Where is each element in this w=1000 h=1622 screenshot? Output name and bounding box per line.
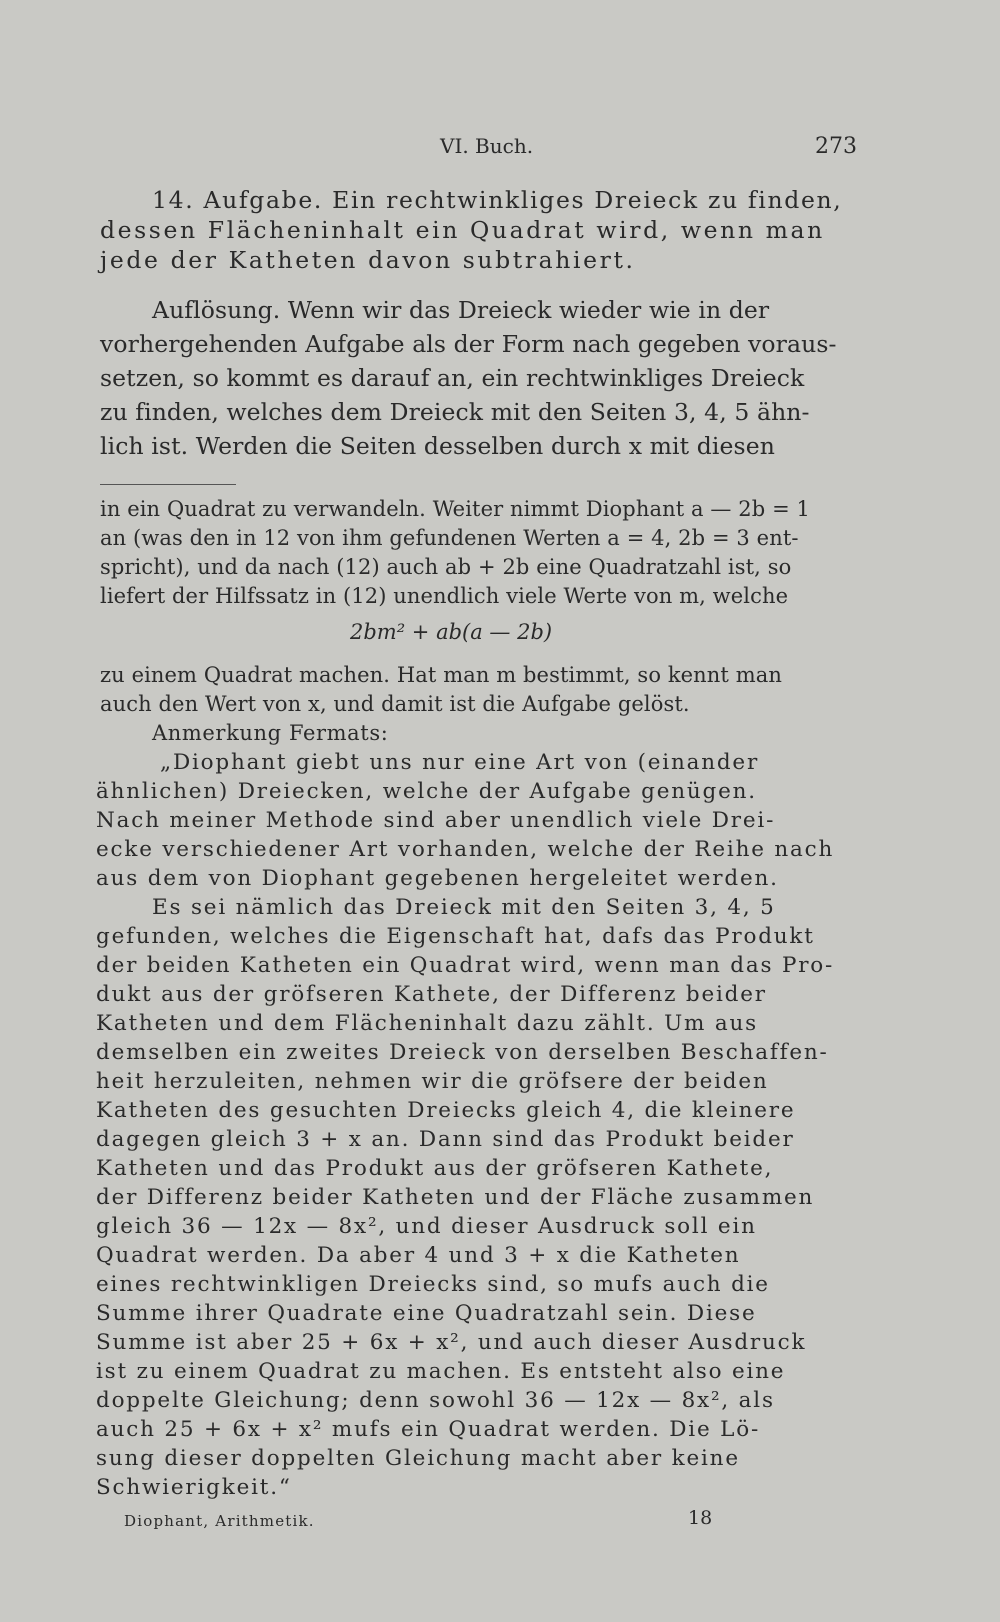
text-line: dessen Flächeninhalt ein Quadrat wird, wenn man [100, 216, 825, 244]
quote-line: ähnlichen) Dreiecken, welche der Aufgabe genügen. [96, 779, 757, 804]
quote-line: der beiden Katheten ein Quadrat wird, wenn man das Pro- [96, 953, 835, 978]
note-line: auch den Wert von x, und damit ist die Aufgabe gelöst. [100, 692, 690, 716]
text-line: Auflösung. Wenn wir das Dreieck wieder wie in der [152, 296, 770, 324]
quote-line: Es sei nämlich das Dreieck mit den Seiten 3, 4, 5 [152, 895, 776, 920]
quote-line: dukt aus der gröfseren Kathete, der Differenz beider [96, 982, 767, 1007]
quote-line: „Diophant giebt uns nur eine Art von (einander [160, 750, 760, 775]
note-line: spricht), und da nach (12) auch ab + 2b eine Quadratzahl ist, so [100, 555, 792, 579]
page-number: 273 [815, 134, 857, 159]
quote-line: der Differenz beider Katheten und der Fläche zusammen [96, 1185, 815, 1210]
quote-line: Katheten und das Produkt aus der gröfseren Kathete, [96, 1156, 774, 1181]
quote-line: heit herzuleiten, nehmen wir die gröfsere der beiden [96, 1069, 769, 1094]
footnote-rule [100, 484, 236, 485]
note-line: in ein Quadrat zu verwandeln. Weiter nimmt Diophant a — 2b = 1 [100, 497, 810, 521]
quote-line: ecke verschiedener Art vorhanden, welche der Reihe nach [96, 837, 835, 862]
running-title: VI. Buch. [440, 134, 534, 158]
quote-line: Katheten des gesuchten Dreiecks gleich 4, die kleinere [96, 1098, 796, 1123]
quote-line: gefunden, welches die Eigenschaft hat, dafs das Produkt [96, 924, 815, 949]
signature-mark: Diophant, Arithmetik. [124, 1512, 315, 1530]
text-line: setzen, so kommt es darauf an, ein rechtwinkliges Dreieck [100, 364, 805, 392]
text-line: vorhergehenden Aufgabe als der Form nach gegeben voraus- [100, 330, 837, 358]
quote-line: eines rechtwinkligen Dreiecks sind, so mufs auch die [96, 1272, 770, 1297]
quote-line: Schwierigkeit.“ [96, 1475, 292, 1500]
quote-line: ist zu einem Quadrat zu machen. Es entsteht also eine [96, 1359, 786, 1384]
quote-line: doppelte Gleichung; denn sowohl 36 — 12x — 8x², als [96, 1388, 775, 1413]
quote-line: gleich 36 — 12x — 8x², und dieser Ausdruck soll ein [96, 1214, 757, 1239]
note-heading: Anmerkung Fermats: [152, 721, 389, 745]
formula: 2bm² + ab(a — 2b) [350, 620, 553, 644]
note-line: an (was den in 12 von ihm gefundenen Werten a = 4, 2b = 3 ent- [100, 526, 799, 550]
note-line: liefert der Hilfssatz in (12) unendlich viele Werte von m, welche [100, 584, 789, 608]
text-line: 14. Aufgabe. Ein rechtwinkliges Dreieck zu finden, [152, 186, 843, 214]
quote-line: dagegen gleich 3 + x an. Dann sind das Produkt beider [96, 1127, 795, 1152]
quote-line: aus dem von Diophant gegebenen hergeleitet werden. [96, 866, 779, 891]
quote-line: auch 25 + 6x + x² mufs ein Quadrat werden. Die Lö- [96, 1417, 761, 1442]
quote-line: Summe ihrer Quadrate eine Quadratzahl sein. Diese [96, 1301, 757, 1326]
quote-line: Nach meiner Methode sind aber unendlich viele Drei- [96, 808, 776, 833]
quote-line: sung dieser doppelten Gleichung macht aber keine [96, 1446, 740, 1471]
text-line: lich ist. Werden die Seiten desselben durch x mit diesen [100, 432, 775, 460]
quote-line: Summe ist aber 25 + 6x + x², und auch dieser Ausdruck [96, 1330, 807, 1355]
note-line: zu einem Quadrat machen. Hat man m bestimmt, so kennt man [100, 663, 783, 687]
text-line: zu finden, welches dem Dreieck mit den Seiten 3, 4, 5 ähn- [100, 398, 810, 426]
text-line: jede der Katheten davon subtrahiert. [100, 246, 636, 274]
sheet-number: 18 [688, 1507, 713, 1529]
quote-line: Katheten und dem Flächeninhalt dazu zählt. Um aus [96, 1011, 758, 1036]
quote-line: Quadrat werden. Da aber 4 und 3 + x die Katheten [96, 1243, 741, 1268]
quote-line: demselben ein zweites Dreieck von derselben Beschaffen- [96, 1040, 829, 1065]
